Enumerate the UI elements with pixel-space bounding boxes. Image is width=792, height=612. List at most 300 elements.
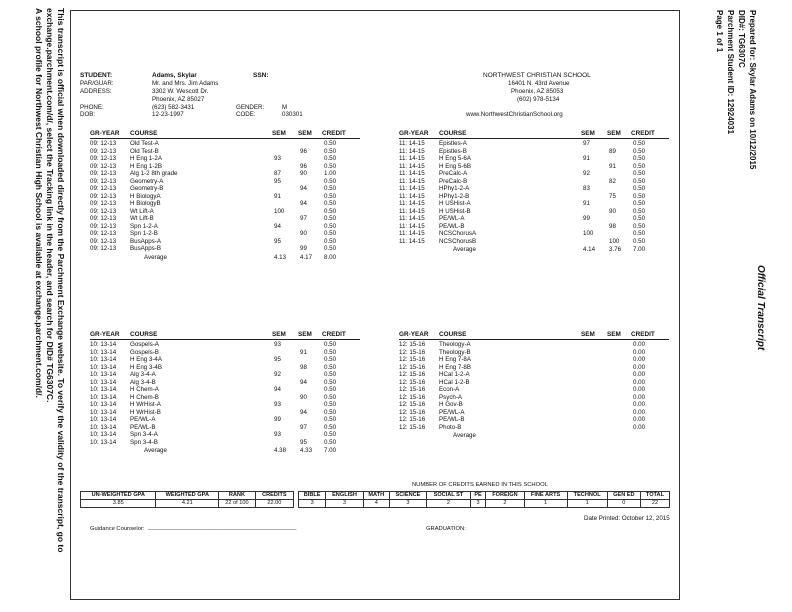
official-transcript-title: Official Transcript [755,265,766,351]
grade-year: 11: 14-15 [399,177,425,185]
sem2-grade: 97 [300,215,307,222]
grade-year: 11: 14-15 [399,237,425,245]
sem1-grade: 92 [583,170,590,177]
credit-value: 0.50 [324,215,337,222]
credit-value: 1.00 [324,170,337,177]
sem2-grade: 94 [300,378,307,386]
grade-year: 10: 13-14 [90,408,117,416]
course-name: H Eng 3-4B [130,363,162,371]
course-header: COURSE [130,331,158,338]
credit-value: 0.00 [633,371,646,378]
page-number-line: Page 1 of 1 [715,10,724,53]
guidance-counselor-label: Guidance Counselor: [90,526,145,532]
dob-value: 12-23-1997 [152,111,184,118]
sem2-grade: 97 [300,423,307,431]
avg-sem2: 3.76 [609,246,622,253]
grade-year: 11: 14-15 [399,200,425,207]
course-table-header [399,331,669,340]
grade-year: 12: 15-16 [399,348,426,356]
phone-label: PHONE: [80,104,104,111]
sem2-grade: 90 [609,207,616,215]
sem1-grade: 91 [274,192,281,200]
grade-year: 10: 13-14 [90,438,117,446]
credit-value: 0.00 [633,363,646,371]
sem1-grade: 94 [274,386,281,393]
sem1-grade: 99 [274,416,281,423]
avg-credit: 7.00 [324,447,337,454]
sem2-grade: 100 [609,237,620,245]
credit-value: 0.00 [633,341,646,348]
grade-year: 10: 13-14 [90,378,117,386]
grade-year: 12: 15-16 [399,416,426,423]
avg-sem2: 4.33 [300,447,313,454]
weighted-gpa-header: WEIGHTED GPA [156,492,219,500]
credit-subject-header: GEN ED [607,492,640,500]
course-name: Gospels-B [130,348,159,356]
credit-subject-header: SCIENCE [389,492,426,500]
grade-year: 12: 15-16 [399,393,426,401]
course-row [90,245,360,253]
course-name: Alg 3-4-B [130,378,156,386]
course-name: PE/WL-B [130,423,156,431]
course-name: H BiologyA [130,192,161,200]
course-name: HPhy1-2-B [439,192,470,200]
credit-value: 0.50 [633,207,646,215]
credit-value: 0.50 [324,185,337,192]
credit-value: 0.50 [324,147,337,155]
sem2-grade: 91 [300,348,307,356]
sem2-grade: 94 [300,185,307,192]
course-name: Psych-A [439,393,463,401]
sem2-header: SEM [607,130,621,137]
average-label: Average [453,432,476,439]
course-name: HCal 1-2-A [439,371,470,378]
course-name: H Eng 3-4A [130,356,162,363]
grade-year: 09: 12-13 [90,237,117,245]
sem2-header: SEM [298,331,312,338]
credit-value: 0.50 [633,162,646,170]
course-header: COURSE [130,130,158,137]
sem1-grade: 95 [274,177,281,185]
sem2-grade: 90 [300,170,307,177]
course-name: BusApps-A [130,237,161,245]
sem1-grade: 93 [274,431,281,438]
average-row [399,432,669,440]
ssn-label: SSN: [253,72,269,79]
average-row [399,246,669,254]
grade-year: 09: 12-13 [90,245,117,252]
avg-credit: 8.00 [324,253,337,261]
gpa-summary-table [80,491,294,508]
course-name: NCSChorusA [439,230,477,237]
course-row [90,439,360,447]
credit-subject-header: SOCIAL ST [427,492,471,500]
sem2-grade: 90 [300,230,307,237]
credit-value: 0.00 [633,401,646,408]
verification-note-line: A school profile for Northwest Christian High School is available at exchange.parchment.com/d/. [34,8,44,398]
prepared-for-header [714,10,758,169]
sem2-grade: 90 [300,393,307,401]
course-name: PE/WL-A [439,408,465,416]
credit-subject-value: 1 [524,500,567,508]
credit-value: 0.50 [324,341,337,348]
verification-note-line: This transcript is official when downloaded directly from the Parchment Exchange website. To verify the validity of the transcript, go to [56,8,66,553]
grade-year: 09: 12-13 [90,162,117,170]
grade-year: 10: 13-14 [90,356,117,363]
credit-header: CREDIT [631,130,655,137]
credit-value: 0.50 [324,140,337,147]
credit-value: 0.50 [324,230,337,237]
sem2-grade: 98 [300,363,307,371]
sem2-grade: 94 [300,408,307,416]
course-name: Geometry-B [130,185,164,192]
course-name: Old Test-A [130,140,159,147]
course-name: Epistles-B [439,147,467,155]
credit-value: 0.50 [324,237,337,245]
grade-year: 10: 13-14 [90,371,117,378]
credit-value: 0.50 [324,200,337,207]
grade-year: 12: 15-16 [399,401,426,408]
course-name: PE/WL-B [439,416,465,423]
credit-value: 0.50 [324,393,337,401]
credit-header: CREDIT [631,331,655,338]
course-header: COURSE [439,331,467,338]
grade-year: 11: 14-15 [399,162,425,170]
credit-subject-value: 2 [427,500,471,508]
average-label: Average [144,447,167,454]
gr-year-header: GR-YEAR [90,331,120,338]
sem1-grade: 95 [274,356,281,363]
guidance-signature-line: ______________________________________________ [148,525,297,531]
sem1-grade: 94 [274,222,281,230]
course-name: H WrHist-B [130,408,161,416]
course-table-header [90,130,360,139]
avg-sem1: 4.38 [274,447,287,454]
course-name: Epistles-A [439,140,467,147]
code-label: CODE: [236,111,256,118]
course-name: H Chem-B [130,393,159,401]
address-label: ADDRESS: [80,88,112,95]
course-name: Econ-A [439,386,460,393]
credit-value: 0.00 [633,378,646,386]
credit-subject-value: 4 [363,500,389,508]
course-name: Alg 1-2 8th grade [130,170,178,177]
course-name: Spn 1-2-A [130,222,158,230]
course-name: H Eng 5-6A [439,155,471,162]
grade-year: 09: 12-13 [90,192,117,200]
gpa-header-row [81,492,294,500]
grade-year: 12: 15-16 [399,386,426,393]
credit-value: 0.50 [324,408,337,416]
verification-note-line: exchange.parchment.com/d/, select the Tracking link in the header, and search for DID# TG6307C. [45,8,55,403]
credit-subject-value: 22 [640,500,669,508]
sem2-grade: 96 [300,147,307,155]
credits-value-row [299,500,670,508]
credit-header: CREDIT [322,130,346,137]
credit-subject-value: 3 [389,500,426,508]
credit-value: 0.50 [633,185,646,192]
unweighted-gpa-header: UN-WEIGHTED GPA [81,492,156,500]
credit-value: 0.00 [633,356,646,363]
grade-year: 09: 12-13 [90,207,117,215]
sem2-header: SEM [298,130,312,137]
course-name: Spn 1-2-B [130,230,158,237]
sem2-grade: 95 [300,438,307,446]
grade-year: 12: 15-16 [399,363,426,371]
grade-year: 10: 13-14 [90,386,117,393]
credit-value: 0.00 [633,386,646,393]
credit-subject-header: FINE ARTS [524,492,567,500]
credit-value: 0.50 [324,431,337,438]
sem1-grade: 87 [274,170,281,177]
grade-year: 12: 15-16 [399,408,426,416]
sem1-header: SEM [581,331,595,338]
course-name: PE/WL-A [130,416,156,423]
course-header: COURSE [439,130,467,137]
student-label: STUDENT: [80,72,113,79]
grade-year: 10: 13-14 [90,393,117,401]
grade-year: 11: 14-15 [399,147,425,155]
grade-year: 09: 12-13 [90,177,117,185]
sem2-grade: 82 [609,177,616,185]
parent-label: PAR/GUAR: [80,80,114,87]
grade-year: 11: 14-15 [399,192,425,200]
grade-year: 10: 13-14 [90,423,117,431]
course-name: Gospels-A [130,341,159,348]
credit-value: 0.50 [633,237,646,245]
course-name: BusApps-B [130,245,161,252]
credit-value: 0.00 [633,416,646,423]
course-table-header [90,331,360,340]
credit-value: 0.50 [633,215,646,222]
credit-value: 0.50 [633,222,646,230]
course-name: H Chem-A [130,386,159,393]
credit-value: 0.50 [324,222,337,230]
school-phone: (602) 978-5134 [517,96,560,103]
phone-value: (623) 582-3431 [152,104,195,111]
course-name: Photo-B [439,423,462,431]
grade-year: 11: 14-15 [399,222,425,230]
school-website: www.NorthwestChristianSchool.org [466,111,563,118]
sem1-grade: 92 [274,371,281,378]
average-row [90,254,360,262]
grade-year: 10: 13-14 [90,416,117,423]
sem2-grade: 89 [609,147,616,155]
credit-value: 0.50 [324,348,337,356]
credit-header: CREDIT [322,331,346,338]
credit-value: 0.00 [633,393,646,401]
sem1-grade: 93 [274,155,281,162]
rank-header: RANK [219,492,256,500]
credits-by-subject-table [298,491,670,508]
course-row [399,424,669,432]
credit-value: 0.50 [324,177,337,185]
credit-value: 0.50 [324,155,337,162]
student-name: Adams, Skylar [152,72,197,79]
course-row [399,238,669,246]
grade-year: 11: 14-15 [399,155,425,162]
gpa-value-row [81,500,294,508]
sem2-grade: 75 [609,192,616,200]
grade-year: 12: 15-16 [399,341,426,348]
sem1-grade: 100 [274,207,285,215]
credit-subject-value: 1 [567,500,607,508]
course-name: Spn 3-4-A [130,431,158,438]
gender-value: M [282,104,288,111]
course-name: Theology-A [439,341,471,348]
gr-year-header: GR-YEAR [90,130,120,137]
school-address-2: Phoenix, AZ 85053 [511,88,564,95]
course-name: PE/WL-B [439,222,465,230]
sem1-grade: 83 [583,185,590,192]
credits-header: CREDITS [255,492,293,500]
prepared-for-line: Prepared for: Skylar Adams on 10/12/2015 [748,10,757,170]
course-table-header [399,130,669,139]
sem2-grade: 98 [609,222,616,230]
grade-year: 12: 15-16 [399,356,426,363]
grade-year: 11: 14-15 [399,185,425,192]
gr-year-header: GR-YEAR [399,331,429,338]
grade-year: 09: 12-13 [90,185,117,192]
sem1-grade: 99 [583,215,590,222]
grade-year: 09: 12-13 [90,230,117,237]
credit-subject-header: ENGLISH [326,492,363,500]
grade-year: 12: 15-16 [399,371,426,378]
course-name: Wt Lift-B [130,215,154,222]
student-id-line: Parchment Student ID: 12924031 [726,10,735,135]
credit-subject-value: 3 [326,500,363,508]
sem1-grade: 93 [274,401,281,408]
sem1-grade: 100 [583,230,594,237]
grade-year: 11: 14-15 [399,207,425,215]
credit-subject-value: 3 [470,500,486,508]
grade-year: 10: 13-14 [90,431,117,438]
credits-header-row [299,492,670,500]
address-line-1: 3302 W. Wescott Dr. [152,88,209,95]
sem1-grade: 91 [583,155,590,162]
grade-year: 09: 12-13 [90,200,117,207]
course-name: PreCalc-B [439,177,468,185]
weighted-gpa-value: 4.21 [156,500,219,508]
course-name: H Eng 1-2B [130,162,162,170]
course-name: NCSChorusB [439,237,477,245]
credit-subject-header: TECHNOL [567,492,607,500]
credits-value: 22.00 [255,500,293,508]
average-label: Average [144,253,167,261]
credit-value: 0.50 [633,140,646,147]
credit-subject-header: TOTAL [640,492,669,500]
credit-value: 0.50 [324,363,337,371]
credit-value: 0.50 [324,378,337,386]
credit-subject-header: PE [470,492,486,500]
average-label: Average [453,246,476,253]
credit-value: 0.50 [324,371,337,378]
date-printed: Date Printed: October 12, 2015 [584,515,670,522]
grade-year: 12: 15-16 [399,423,426,431]
grade-year: 09: 12-13 [90,215,117,222]
credit-subject-header: BIBLE [299,492,326,500]
school-address-1: 16401 N. 43rd Avenue [508,80,570,87]
course-name: HPhy1-2-A [439,185,470,192]
grade-year: 10: 13-14 [90,401,117,408]
sem1-header: SEM [581,130,595,137]
course-name: H Eng 7-8A [439,356,471,363]
credit-value: 0.50 [324,386,337,393]
credit-subject-value: 3 [299,500,326,508]
course-name: Geometry-A [130,177,164,185]
address-line-2: Phoenix, AZ 85027 [152,96,205,103]
credit-subject-value: 2 [486,500,524,508]
verification-note [33,8,66,552]
course-name: H USHist-B [439,207,471,215]
credit-value: 0.50 [633,177,646,185]
credit-value: 0.50 [324,207,337,215]
grade-year: 10: 13-14 [90,348,117,356]
sem1-header: SEM [272,331,286,338]
course-name: H USHist-A [439,200,471,207]
credit-value: 0.50 [633,155,646,162]
gender-label: GENDER: [236,104,265,111]
parent-value: Mr. and Mrs. Jim Adams [152,80,219,87]
credit-value: 0.50 [633,200,646,207]
credit-subject-value: 0 [607,500,640,508]
grade-year: 12: 15-16 [399,378,426,386]
course-name: H BiologyB [130,200,161,207]
course-name: Alg 3-4-A [130,371,156,378]
grade-year: 09: 12-13 [90,147,117,155]
sem1-grade: 91 [583,200,590,207]
credit-value: 0.50 [633,192,646,200]
school-name: NORTHWEST CHRISTIAN SCHOOL [483,72,591,79]
course-name: Theology-B [439,348,471,356]
grade-year: 09: 12-13 [90,140,117,147]
gr-year-header: GR-YEAR [399,130,429,137]
course-name: H Eng 1-2A [130,155,162,162]
course-name: H Eng 5-6B [439,162,471,170]
dob-label: DOB: [80,111,96,118]
grade-year: 11: 14-15 [399,215,425,222]
course-name: PE/WL-A [439,215,465,222]
credit-value: 0.50 [633,147,646,155]
course-name: HCal 1-2-B [439,378,470,386]
credit-value: 0.00 [633,408,646,416]
course-name: PreCalc-A [439,170,468,177]
credit-value: 0.50 [633,230,646,237]
credit-value: 0.00 [633,423,646,431]
course-name: H WrHist-A [130,401,161,408]
sem2-grade: 96 [300,162,307,170]
avg-sem1: 4.14 [583,246,596,253]
sem2-header: SEM [607,331,621,338]
credit-value: 0.50 [324,423,337,431]
credit-subject-header: FOREIGN [486,492,524,500]
grade-year: 11: 14-15 [399,170,425,177]
sem2-grade: 91 [609,162,616,170]
course-name: Spn 3-4-B [130,438,158,446]
credits-table-title: NUMBER OF CREDITS EARNED IN THIS SCHOOL [412,482,548,488]
credit-value: 0.50 [324,401,337,408]
credit-value: 0.50 [324,416,337,423]
credit-value: 0.50 [324,245,337,252]
sem1-grade: 97 [583,140,590,147]
grade-year: 11: 14-15 [399,230,425,237]
credit-value: 0.50 [324,438,337,446]
course-name: H Gov-B [439,401,463,408]
grade-year: 09: 12-13 [90,155,117,162]
course-name: H Eng 7-8B [439,363,471,371]
code-value: 030301 [282,111,303,118]
course-name: Old Test-B [130,147,159,155]
